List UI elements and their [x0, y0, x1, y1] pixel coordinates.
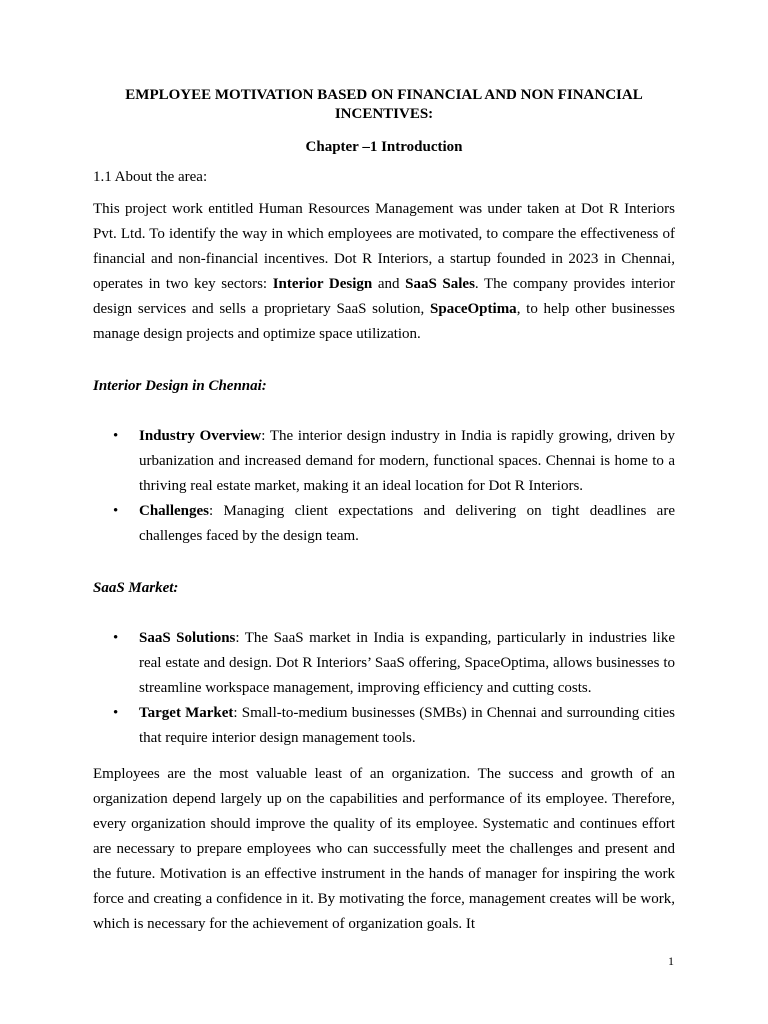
interior-design-list — [93, 424, 675, 549]
intro-bold-spaceoptima: SpaceOptima — [430, 301, 517, 317]
intro-text-2: and — [372, 276, 406, 292]
closing-paragraph: Employees are the most valuable least of an organization. The success and growth of an organization depend largely up on the capabilities and performance of its employee. Therefore, every organization should improve the quality of its employee. Systematic and continues effort are necessary to prepare employees who can successfully meet the challenges and present and the future. Motivation is an effective instrument in the hands of manager for inspiring the work force and creating a confidence in it. By motivating the force, management creates will be work, which is necessary for the achievement of organization goals. It — [93, 766, 675, 932]
chapter-heading: Chapter –1 Introduction — [305, 139, 463, 155]
list-item — [93, 424, 675, 499]
section-title-interior-design: Interior Design in Chennai: — [93, 378, 267, 394]
list-item-label: SaaS Solutions — [139, 630, 236, 646]
list-item-text: : Managing client expectations and delivering on tight deadlines are challenges faced by the design team. — [139, 503, 675, 544]
section-title-saas-market: SaaS Market: — [93, 580, 179, 596]
section-subheading: 1.1 About the area: — [93, 169, 208, 185]
list-item-label: Target Market — [139, 705, 234, 721]
bullet-icon: • — [113, 705, 119, 721]
list-item-label: Challenges — [139, 503, 210, 519]
bullet-icon: • — [113, 428, 119, 444]
list-item-text: : The interior design industry in India is rapidly growing, driven by urbanization and increased demand for modern, functional spaces. Chennai is home to a thriving real estate market, making it an ideal location for Dot R Interiors. — [139, 428, 675, 494]
intro-paragraph — [93, 197, 675, 347]
page-content — [93, 86, 675, 937]
bullet-icon: • — [113, 503, 119, 519]
list-item-text: : Small-to-medium businesses (SMBs) in Chennai and surrounding cities that require interior design management tools. — [139, 705, 676, 746]
list-item — [93, 701, 675, 751]
list-item — [93, 626, 675, 701]
list-item-text: : The SaaS market in India is expanding, particularly in industries like real estate and design. Dot R Interiors’ SaaS offering, SpaceOptima, allows businesses to streamline workspace management, improving efficiency and cutting costs. — [139, 630, 675, 696]
document-title: EMPLOYEE MOTIVATION BASED ON FINANCIAL AND NON FINANCIAL INCENTIVES: — [125, 87, 643, 122]
intro-text-4: , to help other businesses manage design projects and optimize space utilization. — [93, 301, 675, 342]
saas-market-list — [93, 626, 675, 751]
page-number: 1 — [668, 954, 674, 968]
intro-text-1: This project work entitled Human Resources Management was under taken at Dot R Interiors Pvt. Ltd. To identify the way in which employees are motivated, to compare the effectiveness of financial and non-financial incentives. Dot R Interiors, a startup founded in 2023 in Chennai, operates in two key sectors: — [93, 201, 675, 292]
intro-text-3: . The company provides interior design services and sells a proprietary SaaS solution, — [93, 276, 675, 317]
bullet-icon: • — [113, 630, 119, 646]
list-item-label: Industry Overview — [139, 428, 262, 444]
intro-bold-saas-sales: SaaS Sales — [405, 276, 475, 292]
list-item — [93, 499, 675, 549]
intro-bold-interior-design: Interior Design — [272, 276, 373, 292]
